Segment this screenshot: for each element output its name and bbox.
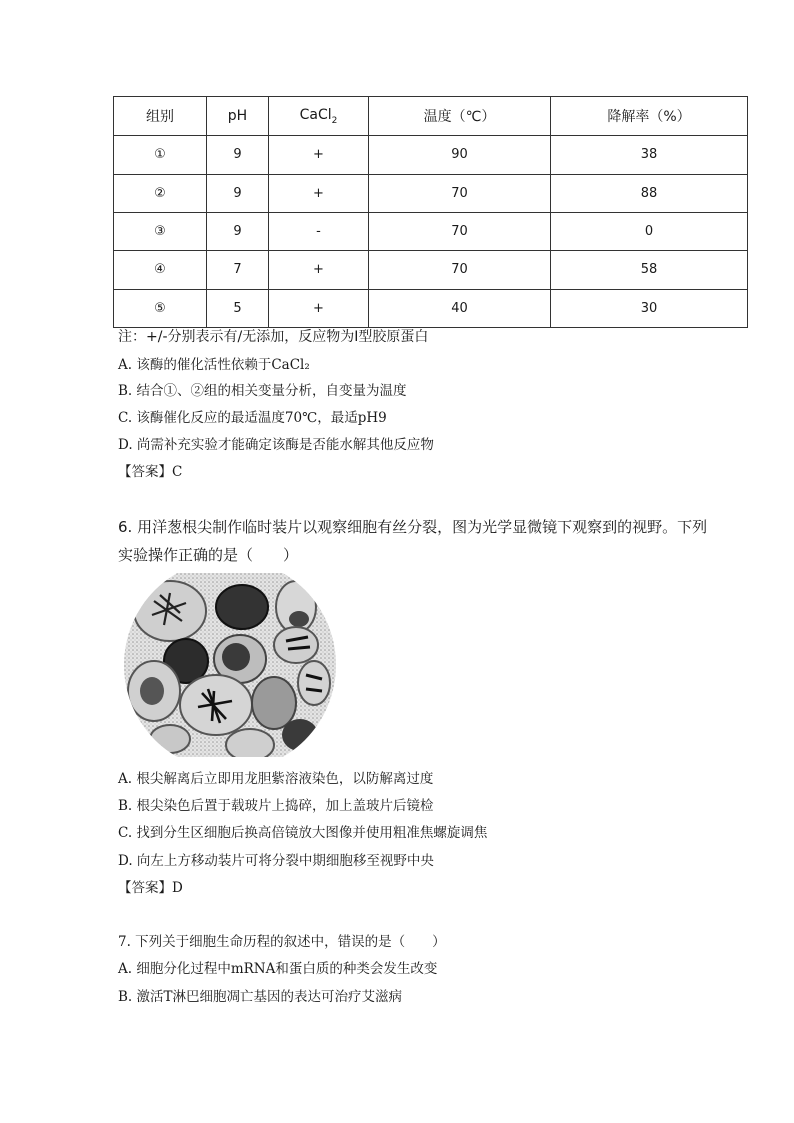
- cell-group: ①: [114, 136, 207, 174]
- q6-option-c: C. 找到分生区细胞后换高倍镜放大图像并使用粗准焦螺旋调焦: [118, 825, 488, 841]
- cell-rate: 58: [551, 251, 748, 289]
- header-cacl2: [269, 97, 369, 136]
- header-temperature: 温度（℃）: [369, 97, 551, 136]
- cell-temperature: 90: [369, 136, 551, 174]
- cell-ph: 5: [207, 289, 269, 327]
- q5-answer: 【答案】C: [118, 464, 183, 480]
- table-row: [114, 212, 748, 250]
- q6-answer: 【答案】D: [118, 880, 183, 896]
- cell-group: ⑤: [114, 289, 207, 327]
- cell-ph: 7: [207, 251, 269, 289]
- cell-ph: 9: [207, 136, 269, 174]
- cell-group: ④: [114, 251, 207, 289]
- q5-option-c: C. 该酶催化反应的最适温度70℃，最适pH9: [118, 410, 387, 426]
- cell-cacl2: -: [269, 212, 369, 250]
- q7-option-b: B. 激活T淋巴细胞凋亡基因的表达可治疗艾滋病: [118, 989, 403, 1005]
- table-row: [114, 136, 748, 174]
- header-cacl2-text: CaCl: [299, 106, 332, 123]
- table-note: 注：+/-分别表示有/无添加，反应物为Ⅰ型胶原蛋白: [118, 329, 429, 345]
- cell-temperature: 70: [369, 174, 551, 212]
- cell-group: ②: [114, 174, 207, 212]
- header-ph: pH: [207, 97, 269, 136]
- q6-option-a: A. 根尖解离后立即用龙胆紫溶液染色，以防解离过度: [118, 771, 434, 787]
- q5-option-d: D. 尚需补充实验才能确定该酶是否能水解其他反应物: [118, 437, 434, 453]
- microscope-field-image: [124, 573, 336, 757]
- cell-temperature: 40: [369, 289, 551, 327]
- header-cacl2-subscript: 2: [331, 115, 338, 126]
- cell-cacl2: +: [269, 136, 369, 174]
- experiment-table: [113, 96, 748, 328]
- cell-temperature: 70: [369, 251, 551, 289]
- q5-option-b: B. 结合①、②组的相关变量分析，自变量为温度: [118, 383, 407, 399]
- cell-cacl2: +: [269, 289, 369, 327]
- cell-rate: 38: [551, 136, 748, 174]
- cell-group: ③: [114, 212, 207, 250]
- cell-rate: 0: [551, 212, 748, 250]
- q6-stem-line1: 6. 用洋葱根尖制作临时装片以观察细胞有丝分裂，图为光学显微镜下观察到的视野。下列: [118, 518, 708, 536]
- q6-stem-line2: 实验操作正确的是（ ）: [118, 546, 299, 564]
- table-row: [114, 251, 748, 289]
- cell-cacl2: +: [269, 251, 369, 289]
- table-header-row: [114, 97, 748, 136]
- q5-option-a: A. 该酶的催化活性依赖于CaCl₂: [118, 357, 310, 373]
- table-row: [114, 174, 748, 212]
- q6-option-d: D. 向左上方移动装片可将分裂中期细胞移至视野中央: [118, 853, 434, 869]
- cell-rate: 30: [551, 289, 748, 327]
- cell-ph: 9: [207, 174, 269, 212]
- header-degradation-rate: 降解率（%）: [551, 97, 748, 136]
- header-group: 组别: [114, 97, 207, 136]
- q7-stem: 7. 下列关于细胞生命历程的叙述中，错误的是（ ）: [118, 934, 446, 950]
- table-row: [114, 289, 748, 327]
- cell-ph: 9: [207, 212, 269, 250]
- cell-temperature: 70: [369, 212, 551, 250]
- cell-rate: 88: [551, 174, 748, 212]
- q7-option-a: A. 细胞分化过程中mRNA和蛋白质的种类会发生改变: [118, 961, 438, 977]
- q6-option-b: B. 根尖染色后置于载玻片上捣碎，加上盖玻片后镜检: [118, 798, 434, 814]
- cell-cacl2: +: [269, 174, 369, 212]
